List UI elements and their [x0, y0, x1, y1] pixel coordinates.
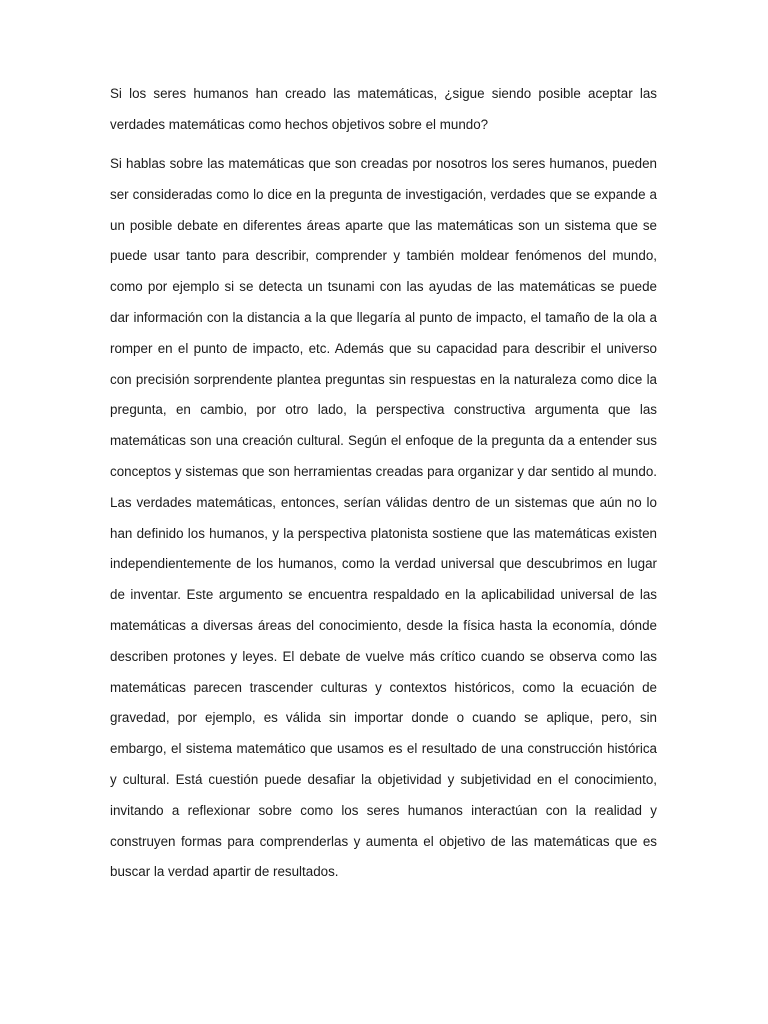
answer-paragraph: Si hablas sobre las matemáticas que son creadas por nosotros los seres humanos, pueden ser consideradas como lo dice en la pregunta de investigación, verdades que se expande a un posible debate en diferentes áreas aparte que las matemáticas son un sistema que se puede usar tanto para describir, comprender y también moldear fenómenos del mundo, como por ejemplo si se detecta un tsunami con las ayudas de las matemáticas se puede dar información con la distancia a la que llegaría al punto de impacto, el tamaño de la ola a romper en el punto de impacto, etc. Además que su capacidad para describir el universo con precisión sorprendente plantea preguntas sin respuestas en la naturaleza como dice la pregunta, en cambio, por otro lado, la perspectiva constructiva argumenta que las matemáticas son una creación cultural. Según el enfoque de la pregunta da a entender sus conceptos y sistemas que son herramientas creadas para organizar y dar sentido al mundo. Las verdades matemáticas, entonces, serían válidas dentro de un sistemas que aún no lo han definido los humanos, y la perspectiva platonista sostiene que las matemáticas existen independientemente de los humanos, como la verdad universal que descubrimos en lugar de inventar. Este argumento se encuentra respaldado en la aplicabilidad universal de las matemáticas a diversas áreas del conocimiento, desde la física hasta la economía, dónde describen protones y leyes. El debate de vuelve más crítico cuando se observa como las matemáticas parecen trascender culturas y contextos históricos, como la ecuación de gravedad, por ejemplo, es válida sin importar donde o cuando se aplique, pero, sin embargo, el sistema matemático que usamos es el resultado de una construcción histórica y cultural. Está cuestión puede desafiar la objetividad y subjetividad en el conocimiento, invitando a reflexionar sobre como los seres humanos interactúan con la realidad y construyen formas para comprenderlas y aumenta el objetivo de las matemáticas que es buscar la verdad apartir de resultados.: [110, 156, 657, 880]
question-paragraph: Si los seres humanos han creado las matemáticas, ¿sigue siendo posible aceptar las verdades matemáticas como hechos objetivos sobre el mundo?: [110, 86, 657, 132]
